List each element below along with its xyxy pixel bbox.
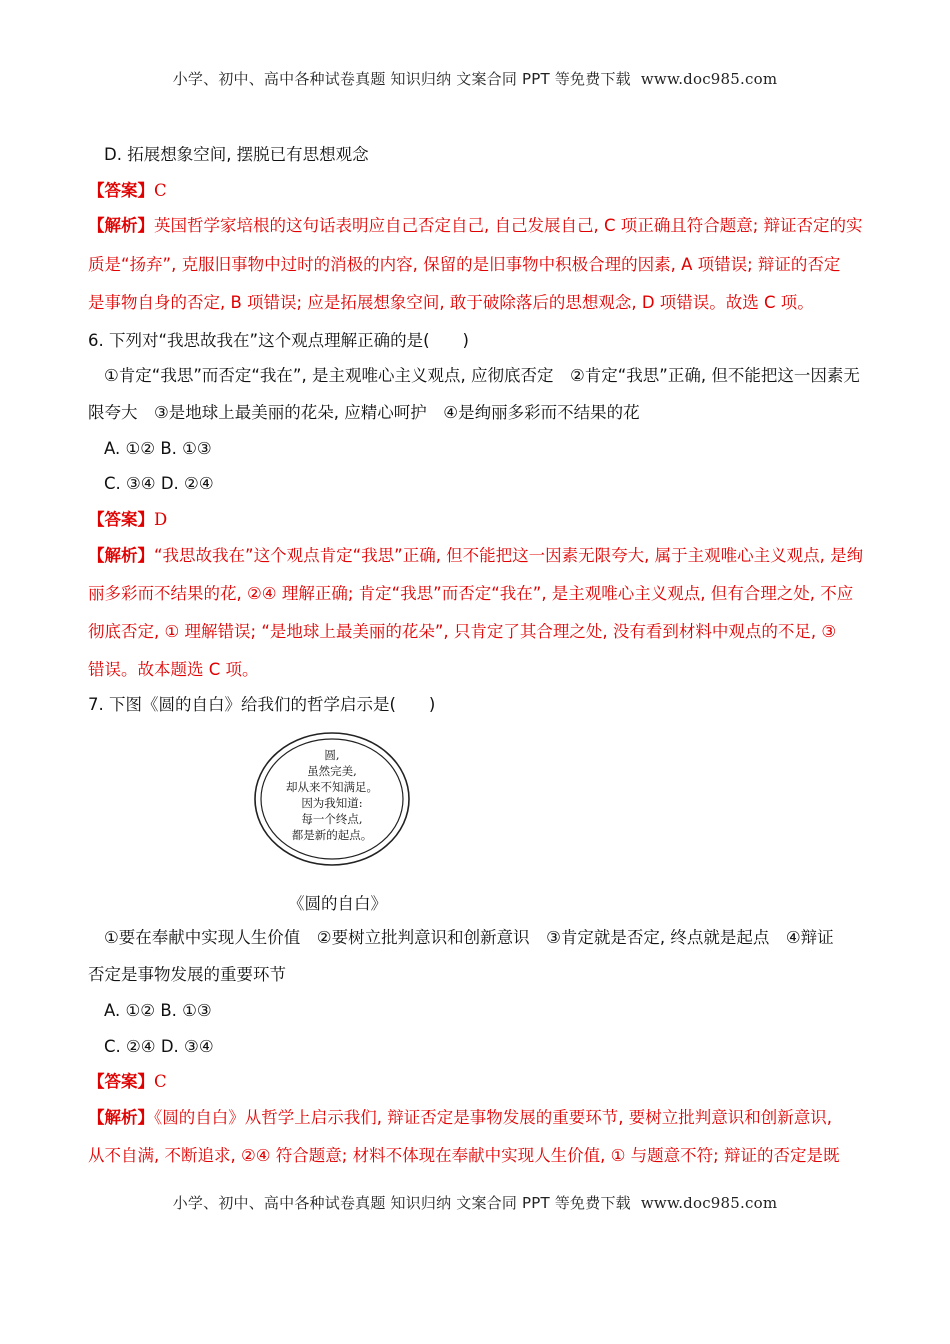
figure-line-2: 虽然完美, (307, 764, 357, 778)
q7-analysis-line-1 (88, 1108, 832, 1128)
q7-stem: 7. 下图《圆的自白》给我们的哲学启示是( ) (88, 695, 436, 714)
q6-statements-line-2: 限夸大 ③是地球上最美丽的花朵, 应精心呵护 ④是绚丽多彩而不结果的花 (88, 403, 640, 422)
q6-analysis-text-1: “我思故我在”这个观点肯定“我思”正确, 但不能把这一因素无限夸大, 属于主观唯心主义观点, 是绚 (154, 546, 864, 565)
q7-answer-tag: 【答案】 (88, 1072, 154, 1091)
q7-answer (88, 1072, 167, 1092)
header-url: www.doc985.com (640, 70, 778, 88)
q6-analysis-tag: 【解析】 (88, 546, 154, 565)
q7-statements-line-1: ①要在奉献中实现人生价值 ②要树立批判意识和创新意识 ③肯定就是否定, 终点就是起点 ④辩证 (104, 928, 834, 947)
q6-answer-value: D (154, 510, 168, 529)
circle-figure-svg (252, 730, 412, 868)
q7-analysis-tag: 【解析】 (88, 1108, 154, 1127)
q6-options-cd: C. ③④ D. ②④ (104, 474, 214, 493)
q6-statements-line-1: ①肯定“我思”而否定“我在”, 是主观唯心主义观点, 应彻底否定 ②肯定“我思”正确, 但不能把这一因素无 (104, 366, 860, 385)
footer-text: 小学、初中、高中各种试卷真题 知识归纳 文案合同 PPT 等免费下载 (172, 1194, 631, 1212)
figure-caption: 《圆的自白》 (288, 894, 387, 913)
q5-analysis-text-1: 英国哲学家培根的这句话表明应自己否定自己, 自己发展自己, C 项正确且符合题意; 辩证否定的实 (154, 216, 863, 235)
q5-analysis-line-2: 质是“扬弃”, 克服旧事物中过时的消极的内容, 保留的是旧事物中积极合理的因素, A 项错误; 辩证的否定 (88, 255, 841, 274)
page-header (0, 68, 950, 89)
figure-line-5: 每一个终点, (301, 812, 363, 826)
figure-line-6: 都是新的起点。 (291, 828, 373, 842)
q5-analysis-line-3: 是事物自身的否定, B 项错误; 应是拓展想象空间, 敢于破除落后的思想观念, D 项错误。故选 C 项。 (88, 293, 814, 312)
q6-stem: 6. 下列对“我思故我在”这个观点理解正确的是( ) (88, 331, 469, 350)
q7-answer-value: C (154, 1072, 167, 1091)
q6-analysis-line-1 (88, 546, 863, 566)
q5-analysis-line-1 (88, 216, 863, 236)
q5-answer-tag: 【答案】 (88, 181, 154, 200)
figure-line-3: 却从来不知满足。 (286, 780, 378, 794)
circle-monologue-figure (252, 730, 412, 868)
q7-statements-line-2: 否定是事物发展的重要环节 (88, 965, 286, 984)
q6-analysis-line-2: 丽多彩而不结果的花, ②④ 理解正确; 肯定“我思”而否定“我在”, 是主观唯心主义观点, 但有合理之处, 不应 (88, 584, 854, 603)
footer-url: www.doc985.com (640, 1194, 778, 1212)
page-footer (0, 1192, 950, 1213)
figure-line-1: 圆, (324, 748, 340, 762)
q5-option-d: D. 拓展想象空间, 摆脱已有思想观念 (104, 145, 369, 164)
q5-answer-value: C (154, 181, 167, 200)
q7-analysis-line-2: 从不自满, 不断追求, ②④ 符合题意; 材料不体现在奉献中实现人生价值, ① 与题意不符; 辩证的否定是既 (88, 1146, 840, 1165)
q5-answer (88, 181, 167, 201)
q6-analysis-line-3: 彻底否定, ① 理解错误; “是地球上最美丽的花朵”, 只肯定了其合理之处, 没有看到材料中观点的不足, ③ (88, 622, 837, 641)
q6-analysis-line-4: 错误。故本题选 C 项。 (88, 660, 259, 679)
q6-answer-tag: 【答案】 (88, 510, 154, 529)
q6-options-ab: A. ①② B. ①③ (104, 439, 212, 458)
q5-analysis-tag: 【解析】 (88, 216, 154, 235)
q6-answer (88, 510, 167, 530)
q7-analysis-text-1: 《圆的自白》从哲学上启示我们, 辩证否定是事物发展的重要环节, 要树立批判意识和创新意识, (154, 1108, 832, 1127)
q7-options-cd: C. ②④ D. ③④ (104, 1037, 214, 1056)
q7-options-ab: A. ①② B. ①③ (104, 1001, 212, 1020)
header-text: 小学、初中、高中各种试卷真题 知识归纳 文案合同 PPT 等免费下载 (172, 70, 631, 88)
figure-line-4: 因为我知道: (301, 796, 363, 810)
